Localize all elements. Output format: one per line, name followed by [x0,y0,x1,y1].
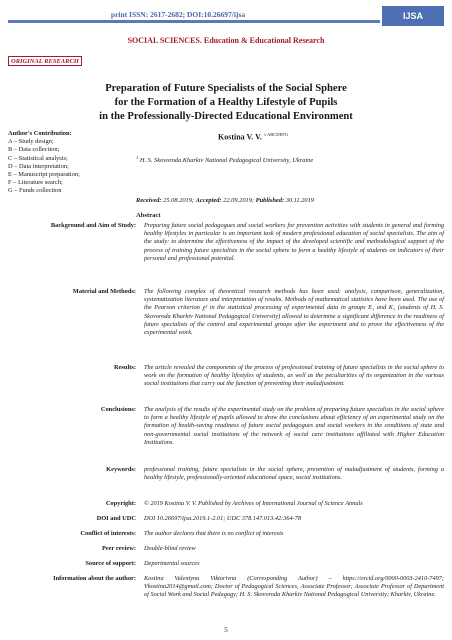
section-label: Keywords: [106,466,136,473]
dates-line [136,197,314,204]
issn-line: print ISSN: 2617-2682; DOI:10.26697/ijsa [110,10,246,19]
article-title [40,82,412,124]
header-rule [8,20,380,23]
section-label: Background and Aim of Study: [50,222,136,229]
contribution-item: F – Literature search; [8,179,63,187]
title-line: for the Formation of a Healthy Lifestyle of Pupils [114,97,338,108]
accepted-date: 22.09.2019; [223,197,255,204]
published-date: 30.11.2019 [285,197,314,204]
journal-logo: IJSA [382,6,444,26]
section-text: The author declares that there is no conflict of interests [144,530,284,537]
section-label: Results: [113,364,136,371]
section-label: Conclusions: [100,406,136,413]
section-label: DOI and UDC [96,515,136,522]
section-label: Conflict of interests: [80,530,136,537]
section-text: The analysis of the results of the experimental study on the problem of preparing future specialists in the social sphere to form a healthy lifestyle of pupils allowed to draw the conclusions about efficiency of an experimental study on the formation of health-saving readiness of future social pedagogues and social workers in the conditions of state and non-governmental social institutions of the network of social care institutions affiliated with Higher Education Institutions. [144,406,444,446]
contribution-heading: Author's Contribution: [8,130,72,137]
published-label: Published: [255,197,285,204]
section-label: Information about the author: [53,575,136,582]
contribution-item: G – Funds collection [8,187,62,195]
received-label: Received: [136,197,162,204]
author-contribution [8,130,138,196]
section-text: DOI 10.26697/ijsa.2019.1-2.01; UDC 378.147.013.42:364-78 [144,515,302,522]
contribution-item: B – Data collection; [8,146,60,154]
section-text: Kostina Valentyna Viktorivna (Corresponding Author) – https://orcid.org/0000-0003-2410-7497; Vkostina2014@gmail.com; Doctor of Pedagogical Sciences, Associate Professor; Associate Professor of Department of Social Work and Social Pedagogy; H. S. Skovoroda Kharkiv National Pedagogical University; Kharkiv, Ukraine. [144,575,444,599]
contribution-item: E – Manuscript preparation; [8,171,80,179]
author-roles: 1 ABCDEFG [263,132,289,137]
section-label: Material and Methods: [72,288,136,295]
affiliation [136,155,313,164]
author-name-text: Kostina V. V. [218,132,262,142]
title-line: Preparation of Future Specialists of the Social Sphere [105,83,347,94]
section-text: professional training, future specialists in the social sphere, prevention of maladjustment of students, forming a healthy lifestyle, professionally-oriented educational space, social institutions. [144,466,444,482]
author-name [218,132,288,142]
contribution-item: D – Data interpretation; [8,162,69,170]
accepted-label: Accepted: [195,197,222,204]
section-text: © 2019 Kostina V. V. Published by Archives of International Journal of Science Annals [144,500,363,507]
abstract-heading: Abstract [136,212,161,219]
section-label: Copyright: [105,500,136,507]
article-type-badge: ORIGINAL RESEARCH [8,56,82,66]
page-number: 5 [224,626,228,634]
section-label: Peer review: [101,545,136,552]
section-text: The article revealed the components of the process of professional training of future specialists in the social sphere to work on the formation of healthy lifestyles of students, as well as the peculiarities of its organization in the various social institutions that carry out the function of preventing their maladjustment. [144,364,444,388]
contribution-item: C – Statistical analysis; [8,154,68,162]
journal-header [8,6,444,26]
affiliation-text: H. S. Skovoroda Kharkiv National Pedagogical University, Ukraine [139,157,314,165]
section-text: Departmental sources [144,560,200,567]
section-text: The following complex of theoretical research methods has been used: analysis, comparison, generalization, systematization literature and interpretation of results. Methods of mathematical statistics have been used. The use of the Pearson criterion χ² in the statistical processing of experimental data in groups E₁ and K₁ (students of H. S. Skovoroda Kharkiv National Pedagogical University) allowed to determine a significant difference in the readiness of future specialists of the control and experimental groups after the experiment and to prove the effectiveness of the experimental work. [144,288,444,337]
section-text: Double-blind review [144,545,196,552]
title-line: in the Professionally-Directed Educational Environment [99,111,353,122]
received-date: 25.08.2019; [163,197,195,204]
section-label: Source of support: [85,560,136,567]
contribution-item: A – Study design; [8,138,54,146]
section-heading: SOCIAL SCIENCES. Education & Educational Research [127,36,325,45]
section-text: Preparing future social pedagogues and social workers for prevention activities with students in general and forming healthy lifestyles in particular is an important task of modern professional education of social specialists. The aim of the study: to determine the effectiveness of the impact of the developed scientific and methodological support of the process of training future specialists in the social sphere to form a healthy lifestyle of students on indicators of their personal and professional potential. [144,222,444,262]
affiliation-marker: 1 [136,155,139,160]
